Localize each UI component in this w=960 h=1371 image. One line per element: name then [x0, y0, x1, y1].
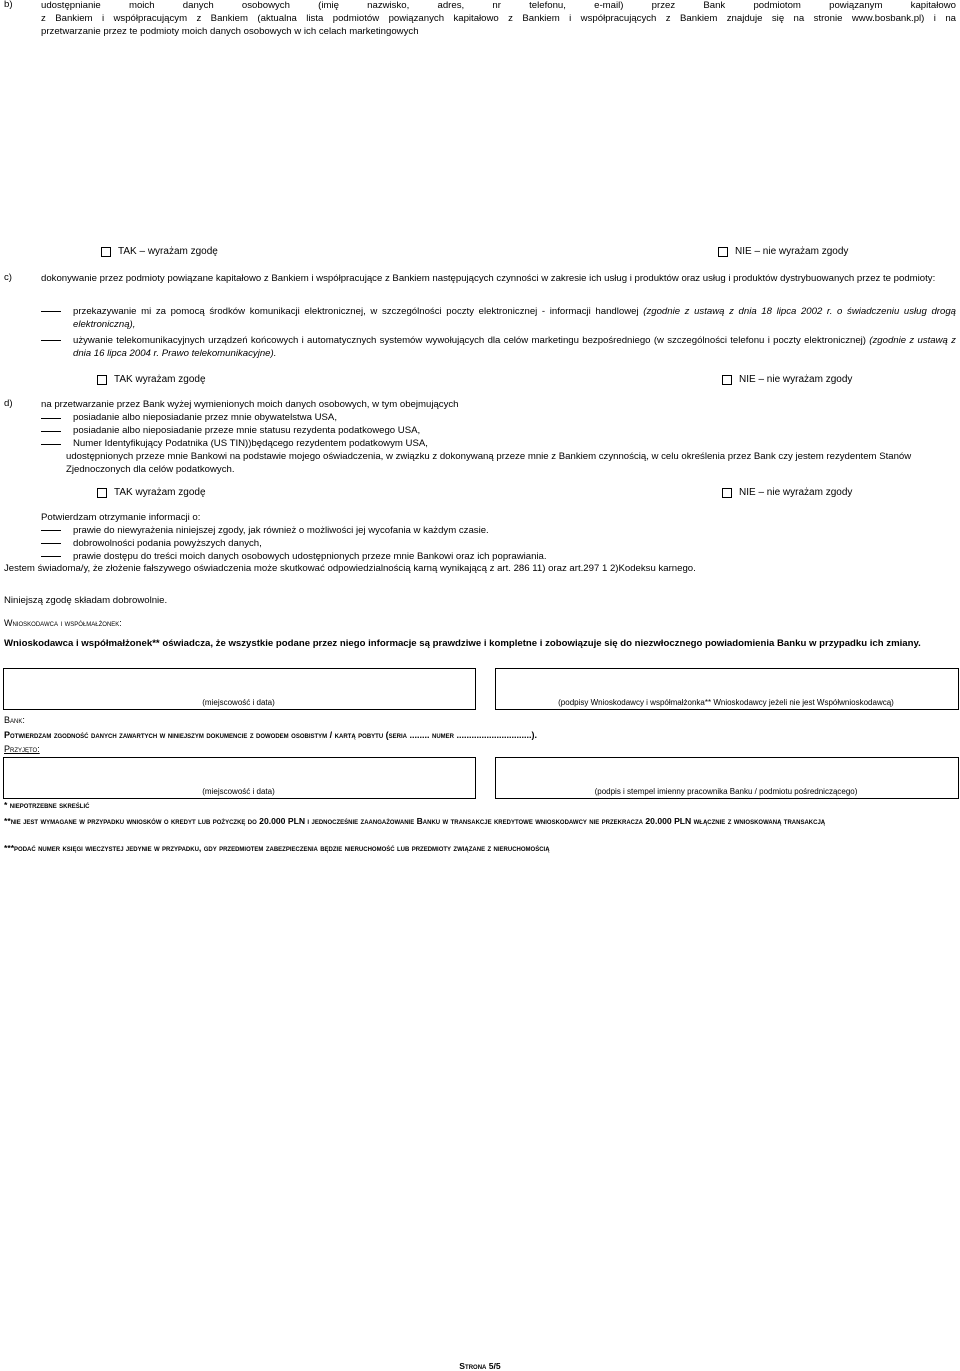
section-b-no-option[interactable] [718, 246, 848, 257]
place-date-caption: (miejscowość i data) [202, 787, 275, 796]
bank-label: Bank: [4, 715, 25, 725]
checkbox-icon[interactable] [722, 488, 732, 498]
signature-caption: (podpisy Wnioskodawcy i współmałżonka** Wnioskodawcy jeżeli nie jest Współwnioskodawcą) [558, 698, 894, 707]
section-d-intro: na przetwarzanie przez Bank wyżej wymienionych moich danych osobowych, w tym obejmujących [41, 399, 459, 410]
page-number: Strona 5/5 [459, 1361, 501, 1371]
applicant-heading: Wnioskodawca i współmałżonek: [4, 618, 122, 628]
section-d-item3: Numer Identyfikujący Podatnika (US TIN))będącego rezydentem podatkowym USA, [73, 438, 428, 449]
section-d-no-option[interactable] [722, 487, 852, 498]
dash-marker [41, 311, 61, 312]
footnote-3: ***podać numer księgi wieczystej jedynie w przypadku, gdy przedmiotem zabezpieczenia będzie nieruchomość lub przedmioty związane z nieruchomością [4, 843, 550, 853]
dash-marker [41, 418, 61, 419]
section-c-item1 [73, 305, 956, 331]
confirm-item1: prawie do niewyrażenia niniejszej zgody, jak również o możliwości jej wycofania w każdym czasie. [73, 525, 489, 536]
section-c-marker: c) [4, 272, 12, 283]
voluntary-text: Niniejszą zgodę składam dobrowolnie. [4, 595, 168, 606]
section-c-item1-text: przekazywanie mi za pomocą środków komunikacji elektronicznej, w szczególności poczty elektronicznej - informacji handlowej [73, 306, 644, 317]
footnote-1: * niepotrzebne skreślić [4, 800, 90, 810]
section-b-line2: z Bankiem i współpracującym z Bankiem (aktualna lista podmiotów powiązanych kapitałowo z Bankiem i współpracujących z Bankiem znajduje się na stronie www.bosbank.pl) i na [41, 13, 956, 24]
checkbox-icon[interactable] [97, 375, 107, 385]
section-b-line3: przetwarzanie przez te podmioty moich danych osobowych w ich celach marketingowych [41, 26, 419, 37]
confirm-intro: Potwierdzam otrzymanie informacji o: [41, 512, 201, 523]
section-d-yes-option[interactable] [97, 487, 206, 498]
applicant-statement: Wnioskodawca i współmałżonek** oświadcza, że wszystkie podane przez niego informacje są prawdziwe i kompletne i zobowiązuje się do niezwłocznego powiadomienia Banku w przypadku ich zmiany. [4, 638, 921, 649]
confirm-item2: dobrowolności podania powyższych danych, [73, 538, 262, 549]
section-d-no-label: NIE – nie wyrażam zgody [739, 487, 853, 498]
dash-marker [41, 543, 61, 544]
section-c-item2-text: używanie telekomunikacyjnych urządzeń końcowych i automatycznych systemów wywołujących dla celów marketingu bezpośredniego (w szczególności telefonu i poczty elektronicznej) [73, 335, 870, 346]
section-c-intro: dokonywanie przez podmioty powiązane kapitałowo z Bankiem i współpracujące z Bankiem następujących czynności w zakresie ich usług i produktów oraz usług i produktów dystrybuowanych przez te podmioty: [41, 273, 936, 284]
section-b-no-label: NIE – nie wyrażam zgody [735, 246, 849, 257]
checkbox-icon[interactable] [101, 247, 111, 257]
accepted-label: Przyjęto: [4, 744, 40, 754]
confirm-item3: prawie dostępu do treści moich danych osobowych udostępnionych przeze mnie Bankowi oraz ich poprawiania. [73, 551, 547, 562]
section-c-item1-law: (zgodnie z ustawą z dnia 18 lipca 2002 r. o świadczeniu usług drogą elektroniczną), [73, 306, 956, 330]
dash-marker [41, 340, 61, 341]
section-b-yes-label: TAK – wyrażam zgodę [118, 246, 218, 257]
checkbox-icon[interactable] [97, 488, 107, 498]
section-c-yes-label: TAK wyrażam zgodę [114, 374, 206, 385]
dash-marker [41, 530, 61, 531]
section-b-yes-option[interactable] [101, 246, 218, 257]
section-d-marker: d) [4, 398, 13, 409]
section-c-no-option[interactable] [722, 374, 852, 385]
section-c-item2-law: (zgodnie z ustawą z dnia 16 lipca 2004 r. Prawo telekomunikacyjne). [73, 335, 956, 359]
bank-stamp-caption: (podpis i stempel imienny pracownika Banku / podmiotu pośredniczącego) [594, 787, 858, 796]
section-c-item2 [73, 334, 956, 360]
place-date-caption: (miejscowość i data) [202, 698, 275, 707]
declaration-text: Jestem świadoma/y, że złożenie fałszywego oświadczenia może skutkować odpowiedzialnością karną wynikającą z art. 286 11) oraz art.297 1 2)Kodeksu karnego. [4, 563, 696, 574]
section-c-yes-option[interactable] [97, 374, 206, 385]
bank-statement: Potwierdzam zgodność danych zawartych w niniejszym dokumencie z dowodem osobistym / kartą pobytu (seria ........ numer ..............................). [4, 730, 538, 740]
section-d-item2: posiadanie albo nieposiadanie przeze mnie statusu rezydenta podatkowego USA, [73, 425, 421, 436]
section-d-item1: posiadanie albo nieposiadanie przez mnie obywatelstwa USA, [73, 412, 337, 423]
dash-marker [41, 444, 61, 445]
section-d-yes-label: TAK wyrażam zgodę [114, 487, 206, 498]
footnote-2: **nie jest wymagane w przypadku wniosków o kredyt lub pożyczkę do 20.000 PLN i jednocześnie zaangażowanie Banku w transakcje kredytowe wnioskodawcy nie przekracza 20.000 PLN włącznie z wnioskowaną transakcją [4, 816, 826, 826]
section-c-no-label: NIE – nie wyrażam zgody [739, 374, 853, 385]
section-b-marker: b) [4, 0, 13, 10]
checkbox-icon[interactable] [722, 375, 732, 385]
dash-marker [41, 556, 61, 557]
checkbox-icon[interactable] [718, 247, 728, 257]
section-d-tail: udostępnionych przeze mnie Bankowi na podstawie mojego oświadczenia, w związku z dokonywaną przeze mnie z Bankiem czynnością, w celu określenia przez Bank czy jestem rezydentem Stanów Zjednoczonych dla celów podatkowych. [66, 451, 912, 475]
dash-marker [41, 431, 61, 432]
section-b-line1: udostępnianie moich danych osobowych (imię nazwisko, adres, nr telefonu, e-mail) przez Bank podmiotom powiązanym kapitałowo [41, 0, 956, 11]
